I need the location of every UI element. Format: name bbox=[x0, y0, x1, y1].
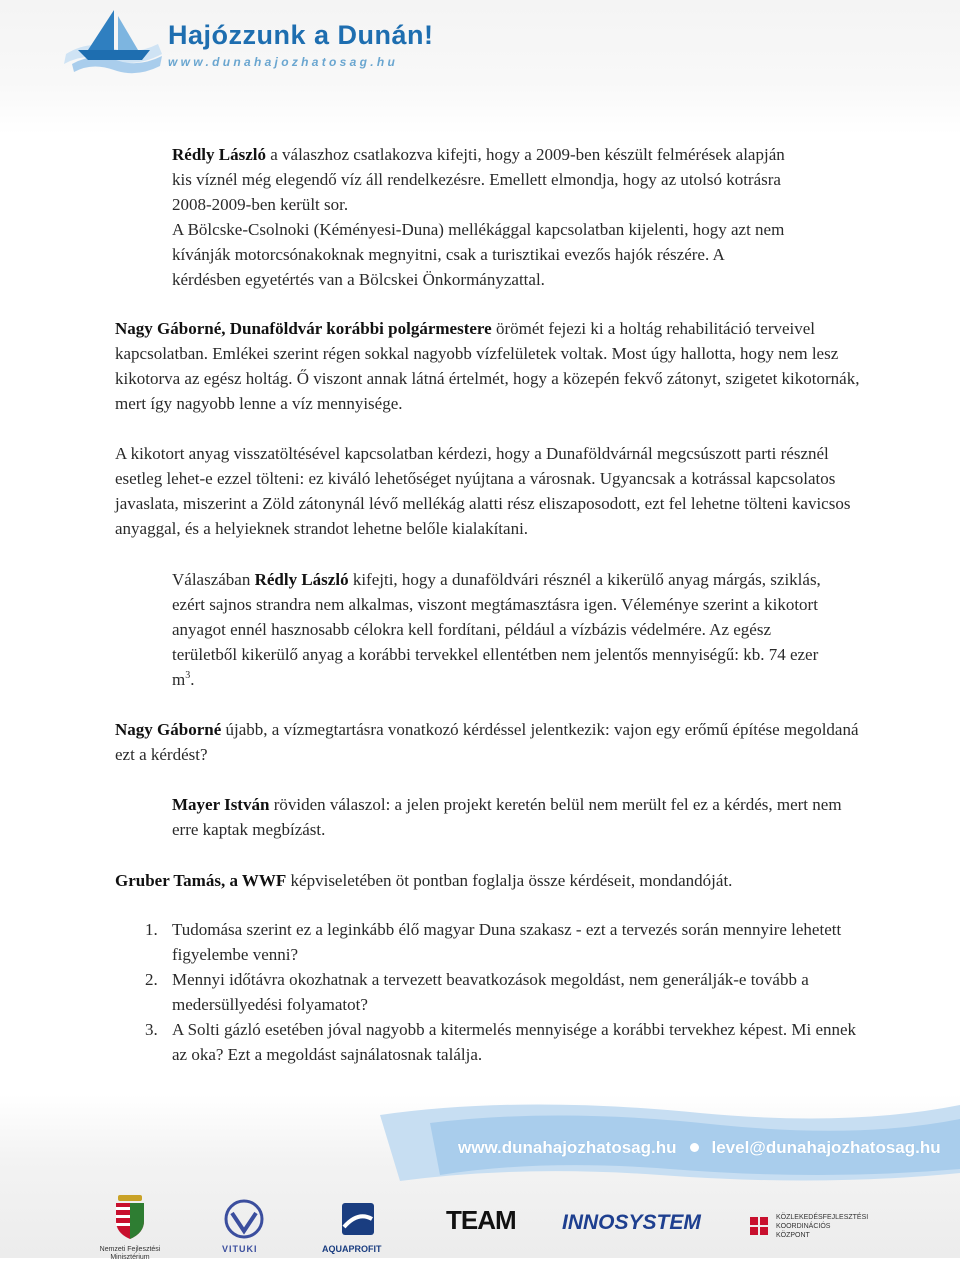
list-item-text: A Solti gázló esetében jóval nagyobb a kitermelés mennyisége a korábbi tervekhez képest. Mi ennek az oka? Ezt a megoldást sajnálatosnak találja. bbox=[172, 1020, 857, 1064]
ship-logo-icon bbox=[58, 6, 168, 86]
page-footer bbox=[0, 1095, 960, 1261]
list-number: 2. bbox=[145, 970, 158, 989]
sponsor-innosystem bbox=[562, 1211, 702, 1247]
speaker-name: Nagy Gáborné bbox=[115, 720, 222, 739]
list-number: 1. bbox=[145, 920, 158, 939]
superscript: 3 bbox=[185, 670, 191, 681]
sponsor-aquaprofit bbox=[322, 1199, 398, 1255]
sponsor-nfm-label: Nemzeti Fejlesztési Minisztérium bbox=[99, 1246, 161, 1261]
paragraph-refill-question bbox=[115, 441, 860, 541]
footer-website-link[interactable]: www.dunahajozhatosag.hu bbox=[458, 1138, 677, 1157]
paragraph-text: röviden válaszol: a jelen projekt keretén belül nem merült fel ez a kérdés, mert nem erre kaptak megbízást. bbox=[172, 795, 842, 839]
list-item bbox=[115, 967, 860, 1017]
paragraph-gruber-intro bbox=[115, 868, 860, 893]
paragraph-text: Válaszában bbox=[172, 570, 255, 589]
sponsor-kkk bbox=[748, 1213, 898, 1253]
speaker-name: Rédly László bbox=[254, 570, 349, 589]
vituki-logo-icon bbox=[222, 1199, 266, 1239]
sponsor-innosystem-label: INNOSYSTEM bbox=[562, 1211, 701, 1234]
sponsor-kkk-line3: KÖZPONT bbox=[776, 1232, 810, 1239]
sponsor-team bbox=[446, 1205, 516, 1249]
kkk-logo-icon bbox=[748, 1215, 772, 1245]
footer-email-link[interactable]: level@dunahajozhatosag.hu bbox=[711, 1138, 941, 1157]
paragraph-text: örömét fejezi ki a holtág rehabilitáció terveivel kapcsolatban. Emlékei szerint régen sokkal nagyobb vízfelületek voltak. Most úgy hallotta, hogy nem lesz kikotorva az egész holtág. Ő viszont annak látná értelmét, hogy a közepén fekvő zátonyt, szigetet kikotornák, mert így nagyobb lenne a víz mennyisége. bbox=[115, 319, 860, 413]
list-item bbox=[115, 917, 860, 967]
paragraph-nagy-question bbox=[115, 717, 860, 767]
paragraph-text: képviseletében öt pontban foglalja össze kérdéseit, mondandóját. bbox=[286, 871, 733, 890]
bullet-dot-icon bbox=[690, 1143, 699, 1152]
paragraph-text: a válaszhoz csatlakozva kifejti, hogy a 2009-ben készült felmérések alapján bbox=[265, 145, 785, 164]
footer-contact bbox=[458, 1138, 941, 1158]
speaker-name: Gruber Tamás, a WWF bbox=[115, 871, 287, 890]
text-line: 2008-2009-ben került sor. bbox=[172, 195, 349, 214]
paragraph-mayer-reply bbox=[172, 792, 862, 842]
sponsor-aquaprofit-label: AQUAPROFIT bbox=[322, 1244, 382, 1254]
text-line: kérdésben egyetértés van a Bölcskei Önkormányzattal. bbox=[172, 270, 545, 289]
list-number: 3. bbox=[145, 1020, 158, 1039]
list-item-text: Tudomása szerint ez a leginkább élő magyar Duna szakasz - ezt a tervezés során mennyire lehetett figyelembe venni? bbox=[172, 920, 842, 964]
aquaprofit-logo-icon bbox=[322, 1199, 398, 1239]
sponsor-nfm bbox=[84, 1193, 176, 1261]
hungarian-coat-of-arms-icon bbox=[84, 1193, 176, 1241]
text-line: A Bölcske-Csolnoki (Kéményesi-Duna) mellékággal kapcsolatban kijelenti, hogy azt nem bbox=[172, 220, 785, 239]
text-line: kívánják motorcsónakoknak megnyitni, csak a turisztikai evezős hajók részére. A bbox=[172, 245, 725, 264]
paragraph-redly-answer bbox=[172, 142, 862, 292]
paragraph-redly-reply bbox=[172, 567, 832, 692]
paragraph-nagy-comment bbox=[115, 316, 860, 416]
sponsor-vituki-label: VITUKI bbox=[222, 1244, 258, 1254]
speaker-name: Mayer István bbox=[172, 795, 270, 814]
paragraph-text: újabb, a vízmegtartásra vonatkozó kérdéssel jelentkezik: vajon egy erőmű építése megoldaná ezt a kérdést? bbox=[115, 720, 859, 764]
list-item bbox=[115, 1017, 860, 1067]
question-list bbox=[115, 917, 860, 1067]
speaker-name: Rédly László bbox=[172, 145, 266, 164]
text-line: kis víznél még elegendő víz áll rendelkezésre. Emellett elmondja, hogy az utolsó kotrásra bbox=[172, 170, 781, 189]
sponsor-team-label: TEAM bbox=[446, 1205, 516, 1235]
paragraph-text: . bbox=[190, 670, 195, 689]
paragraph-text: A kikotort anyag visszatöltésével kapcsolatban kérdezi, hogy a Dunaföldvárnál megcsúszott parti résznél esetleg lehet-e ezzel tölteni: ez kiváló lehetőséget nyújtana a városnak. Ugyancsak a kotrással kapcsolatos javaslata, miszerint a Zöld zátonynál lévő mellékág alatti rész eliszaposodott, ezt fel lehetne tölteni kavicsos anyaggal, és a helyieknek strandot lehetne belőle kialakítani. bbox=[115, 444, 851, 538]
sponsor-kkk-line2: KOORDINÁCIÓS bbox=[776, 1223, 831, 1230]
paragraph-text: kifejti, hogy a dunaföldvári résznél a kikerülő anyag márgás, sziklás, ezért sajnos strandra nem alkalmas, viszont megtámasztásra igen. Véleménye szerint a kikotort anyagot ennél hasznosabb célokra kell fordítani, például a vízbázis védelmére. Az egész területből kikerülő anyag a korábbi tervekkel ellentétben nem jelentős mennyiségű: kb. 74 ezer m bbox=[172, 570, 821, 689]
logo-title: Hajózzunk a Dunán! bbox=[168, 20, 434, 50]
logo-url: www.dunahajozhatosag.hu bbox=[168, 55, 399, 69]
sponsor-kkk-line1: KÖZLEKEDÉSFEJLESZTÉSI bbox=[776, 1214, 869, 1221]
page-header bbox=[0, 0, 960, 135]
list-item-text: Mennyi időtávra okozhatnak a tervezett beavatkozások megoldást, nem generálják-e tovább a medersüllyedési folyamatot? bbox=[172, 970, 809, 1014]
speaker-name: Nagy Gáborné, Dunaföldvár korábbi polgármestere bbox=[115, 319, 492, 338]
sponsor-vituki bbox=[222, 1199, 272, 1255]
text-line bbox=[172, 142, 862, 167]
